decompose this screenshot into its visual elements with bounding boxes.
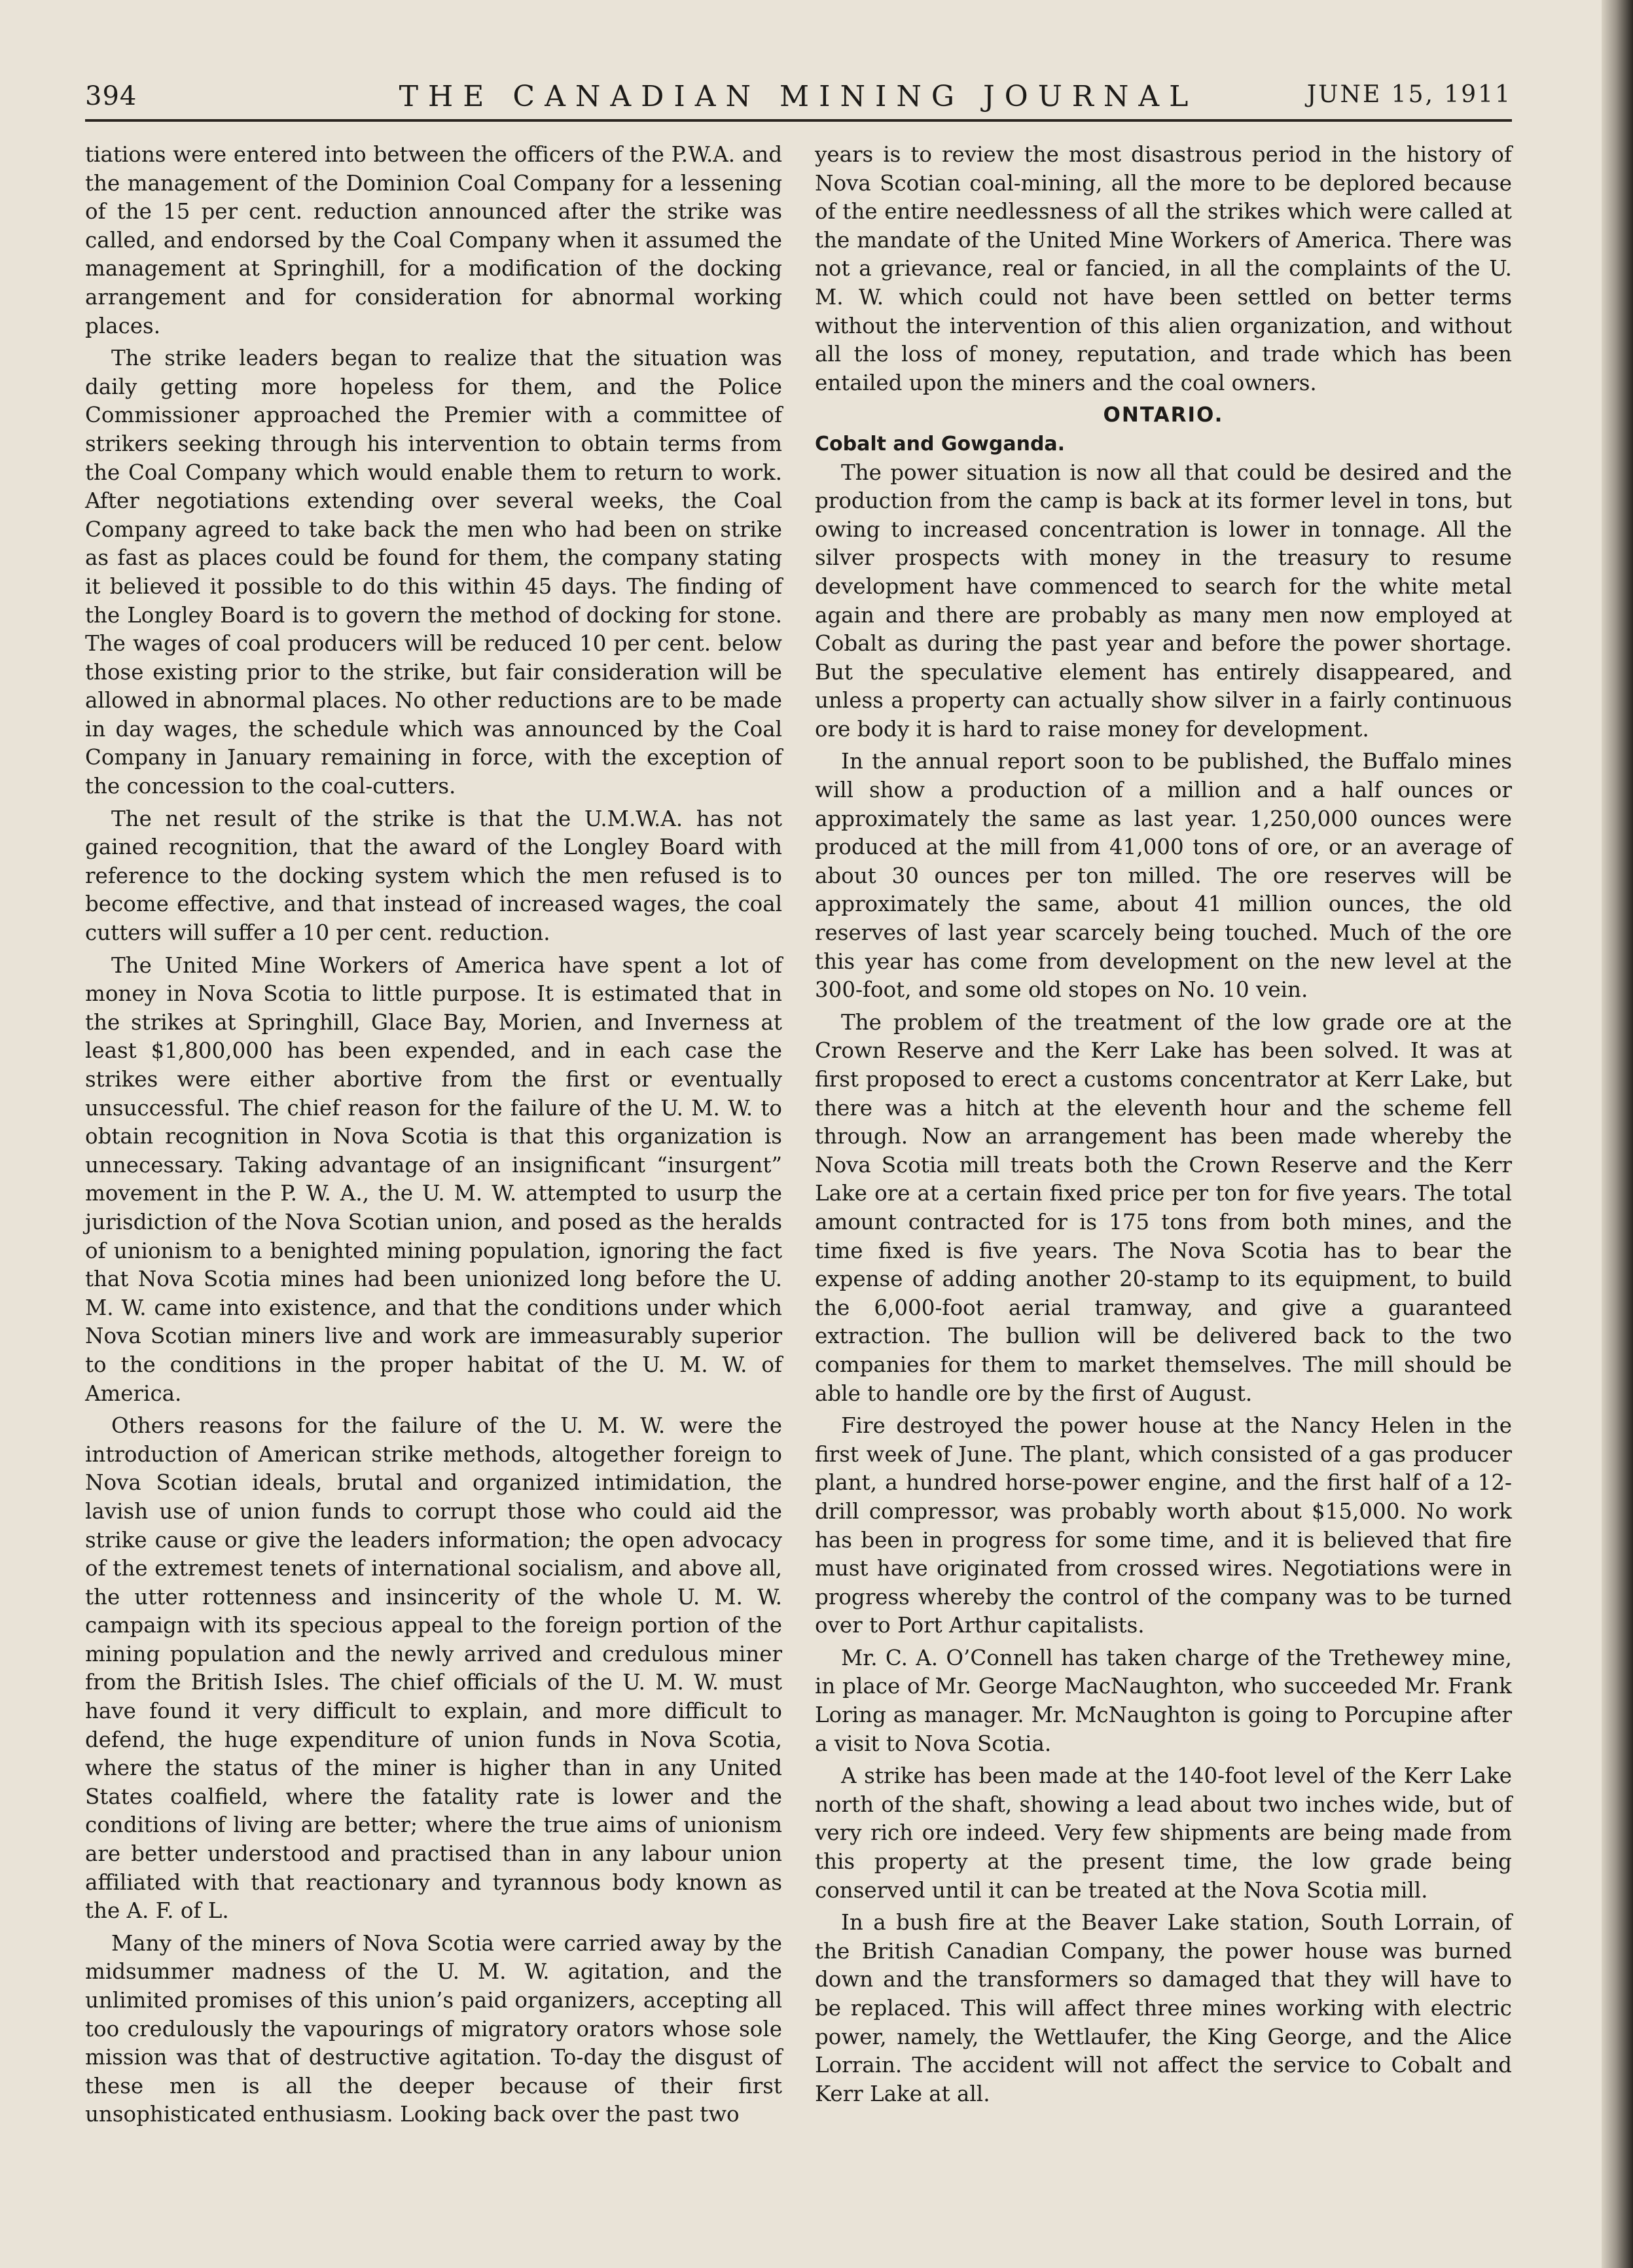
paragraph: The United Mine Workers of America have spent a lot of money in Nova Scotia to little purpose. It is estimated that in the strikes at Springhill, Glace Bay, Morien, and Inverness at least $1,800,000 has been expended, and in each case the strikes were either abortive from the first or eventually unsuccessful. The chief reason for the failure of the U. M. W. to obtain recognition in Nova Scotia is that this organization is unnecessary. Taking advantage of an insignificant “insurgent” movement in the P. W. A., the U. M. W. attempted to usurp the jurisdiction of the Nova Scotian union, and posed as the heralds of unionism to a benighted mining population, ignoring the fact that Nova Scotia mines had been unionized long before the U. M. W. came into existence, and that the conditions under which Nova Scotian miners live and work are immeasurably superior to the conditions in the proper habitat of the U. M. W. of America. (85, 952, 782, 1406)
page-binding-edge (1602, 0, 1633, 2268)
paragraph: The strike leaders began to realize that the situation was daily getting more hopeless for them, and the Police Commissioner approached the Premier with a committee of strikers seeking through his intervention to obtain terms from the Coal Company which would enable them to return to work. After negotiations extending over several weeks, the Coal Company agreed to take back the men who had been on strike as fast as places could be found for them, the company stating it believed it possible to do this within 45 days. The finding of the Longley Board is to govern the method of docking for stone. The wages of coal producers will be reduced 10 per cent. below those existing prior to the strike, but fair consideration will be allowed in abnormal places. No other reductions are to be made in day wages, the schedule which was announced by the Coal Company in January remaining in force, with the exception of the concession to the coal-cutters. (85, 346, 782, 799)
section-heading: ONTARIO. (1103, 403, 1224, 427)
paragraph: tiations were entered into between the officers of the P.W.A. and the management of the Dominion Coal Company for a lessening of the 15 per cent. reduction announced after the strike was called, and endorsed by the Coal Company when it assumed the management at Springhill, for a modification of the docking arrangement and for consideration for abnormal working places. (85, 142, 782, 338)
header-rule (85, 119, 1512, 122)
paragraph: The net result of the strike is that the U.M.W.A. has not gained recognition, that the award of the Longley Board with reference to the docking system which the men refused is to become effective, and that instead of increased wages, the coal cutters will suffer a 10 per cent. reduction. (85, 806, 782, 946)
page-header (85, 73, 1512, 126)
subheading: Cobalt and Gowganda. (815, 432, 1066, 456)
issue-date: JUNE 15, 1911 (1306, 81, 1512, 108)
paragraph: Mr. C. A. O’Connell has taken charge of the Trethewey mine, in place of Mr. George MacNaughton, who succeeded Mr. Frank Loring as manager. Mr. McNaughton is going to Porcupine after a visit to Nova Scotia. (815, 1645, 1512, 1756)
journal-title: THE CANADIAN MINING JOURNAL (399, 80, 1198, 113)
paragraph: In a bush fire at the Beaver Lake station, South Lorrain, of the British Canadian Company, the power house was burned down and the transformers so damaged that they will have to be replaced. This will affect three mines working with electric power, namely, the Wettlaufer, the King George, and the Alice Lorrain. The accident will not affect the service to Cobalt and Kerr Lake at all. (815, 1910, 1512, 2106)
left-column (85, 141, 782, 2133)
paragraph: The problem of the treatment of the low grade ore at the Crown Reserve and the Kerr Lake has been solved. It was at first proposed to erect a customs concentrator at Kerr Lake, but there was a hitch at the eleventh hour and the scheme fell through. Now an arrangement has been made whereby the Nova Scotia mill treats both the Crown Reserve and the Kerr Lake ore at a certain fixed price per ton for five years. The total amount contracted for is 175 tons from both mines, and the time fixed is five years. The Nova Scotia has to bear the expense of adding another 20-stamp to its equipment, to build the 6,000-foot aerial tramway, and give a guaranteed extraction. The bullion will be delivered back to the two companies for them to market themselves. The mill should be able to handle ore by the first of August. (815, 1009, 1512, 1406)
paragraph: Fire destroyed the power house at the Nancy Helen in the first week of June. The plant, which consisted of a gas producer plant, a hundred horse-power engine, and the first half of a 12-drill compressor, was probably worth about $15,000. No work has been in progress for some time, and it is believed that fire must have originated from crossed wires. Negotiations were in progress whereby the control of the company was to be turned over to Port Arthur capitalists. (815, 1413, 1512, 1638)
page-number: 394 (85, 81, 137, 111)
right-column (815, 141, 1512, 2112)
paragraph: In the annual report soon to be published, the Buffalo mines will show a production of a million and a half ounces or approximately the same as last year. 1,250,000 ounces were produced at the mill from 41,000 tons of ore, or an average of about 30 ounces per ton milled. The ore reserves will be approximately the same, about 41 million ounces, the old reserves of last year scarcely being touched. Much of the ore this year has come from development on the new level at the 300-foot, and some old stopes on No. 10 vein. (815, 749, 1512, 1003)
paragraph: years is to review the most disastrous period in the history of Nova Scotian coal-mining, all the more to be deplored because of the entire needlessness of all the strikes which were called at the mandate of the United Mine Workers of America. There was not a grievance, real or fancied, in all the complaints of the U. M. W. which could not have been settled on better terms without the intervention of this alien organization, and without all the loss of money, reputation, and trade which has been entailed upon the miners and the coal owners. (815, 142, 1512, 395)
paragraph: Others reasons for the failure of the U. M. W. were the introduction of American strike methods, altogether foreign to Nova Scotian ideals, brutal and organized intimidation, the lavish use of union funds to corrupt those who could aid the strike cause or give the leaders information; the open advocacy of the extremest tenets of international socialism, and above all, the utter rottenness and insincerity of the whole U. M. W. campaign with its specious appeal to the foreign portion of the mining population and the newly arrived and credulous miner from the British Isles. The chief officials of the U. M. W. must have found it very difficult to explain, and more difficult to defend, the huge expenditure of union funds in Nova Scotia, where the status of the miner is higher than in any United States coalfield, where the fatality rate is lower and the conditions of living are better; where the true aims of unionism are better understood and practised than in any labour union affiliated with that reactionary and tyrannous body known as the A. F. of L. (85, 1413, 782, 1924)
paragraph: Many of the miners of Nova Scotia were carried away by the midsummer madness of the U. M. W. agitation, and the unlimited promises of this union’s paid organizers, accepting all too credulously the vapourings of migratory orators whose sole mission was that of destructive agitation. To-day the disgust of these men is all the deeper because of their first unsophisticated enthusiasm. Looking back over the past two (85, 1930, 782, 2127)
paragraph: A strike has been made at the 140-foot level of the Kerr Lake north of the shaft, showing a lead about two inches wide, but of very rich ore indeed. Very few shipments are being made from this property at the present time, the low grade being conserved until it can be treated at the Nova Scotia mill. (815, 1763, 1512, 1903)
paragraph: The power situation is now all that could be desired and the production from the camp is back at its former level in tons, but owing to increased concentration is lower in tonnage. All the silver prospects with money in the treasury to resume development have commenced to search for the white metal again and there are probably as many men now employed at Cobalt as during the past year and before the power shortage. But the speculative element has entirely disappeared, and unless a property can actually show silver in a fairly continuous ore body it is hard to raise money for development. (815, 459, 1512, 742)
